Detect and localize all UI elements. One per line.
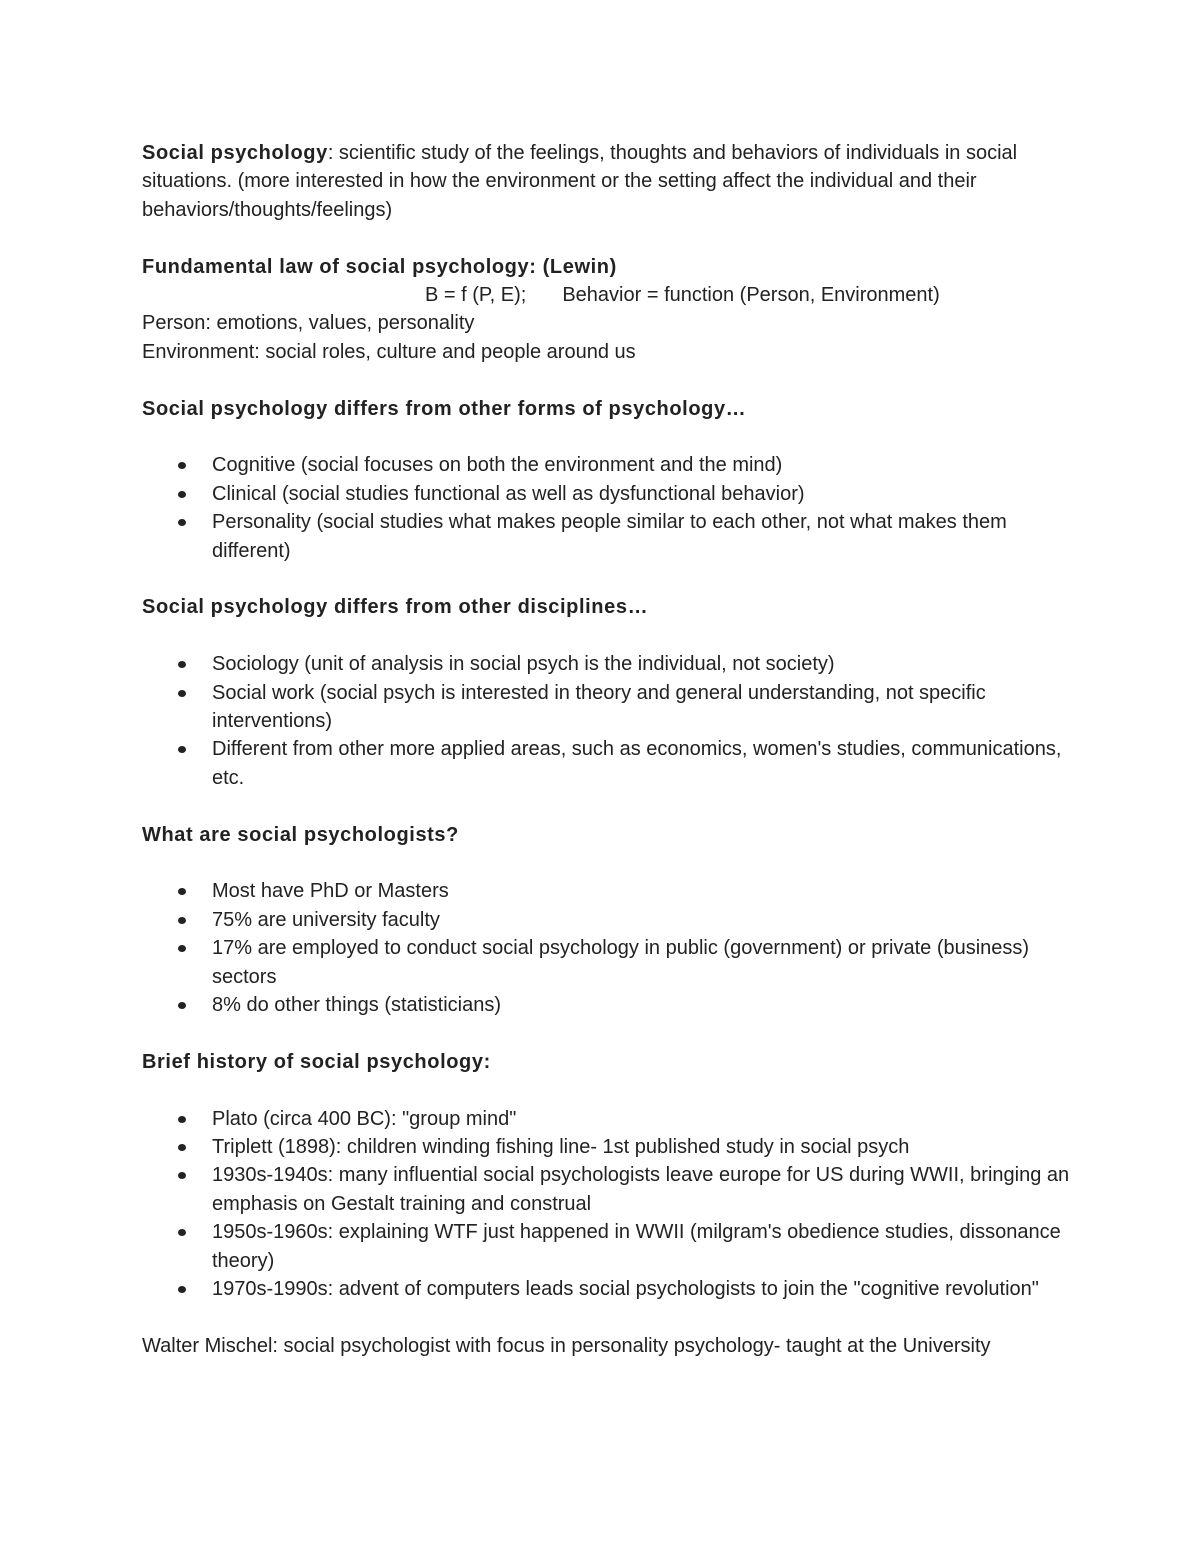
list-item: Most have PhD or Masters xyxy=(142,877,1072,905)
list-item: 8% do other things (statisticians) xyxy=(142,991,1072,1019)
footer-line: Walter Mischel: social psychologist with focus in personality psychology- taught at the University xyxy=(142,1334,991,1357)
list-item: 75% are university faculty xyxy=(142,906,1072,934)
law-formula-expanded: Behavior = function (Person, Environment) xyxy=(562,284,940,307)
list-item: Personality (social studies what makes people similar to each other, not what makes them different) xyxy=(142,508,1072,565)
differs-psych-heading: Social psychology differs from other forms of psychology… xyxy=(142,397,747,420)
list-item: 1930s-1940s: many influential social psychologists leave europe for US during WWII, bringing an emphasis on Gestalt training and construal xyxy=(142,1161,1072,1218)
list-item: 17% are employed to conduct social psychology in public (government) or private (business) sectors xyxy=(142,934,1072,991)
list-item: 1950s-1960s: explaining WTF just happened in WWII (milgram's obedience studies, dissonance theory) xyxy=(142,1218,1072,1275)
intro-paragraph xyxy=(142,139,1072,224)
history-heading: Brief history of social psychology: xyxy=(142,1050,491,1073)
list-item: Triplett (1898): children winding fishing line- 1st published study in social psych xyxy=(142,1133,1072,1161)
law-person: Person: emotions, values, personality xyxy=(142,312,475,335)
intro-term: Social psychology xyxy=(142,142,328,164)
intro-definition: : scientific study of the feelings, thoughts and behaviors of individuals in social situations. (more interested in how the environment or the setting affect the individual and their behaviors/thoughts/feelings) xyxy=(142,142,1018,221)
list-item: 1970s-1990s: advent of computers leads social psychologists to join the "cognitive revolution" xyxy=(142,1275,1072,1303)
document-page xyxy=(142,139,1072,1360)
differs-psych-list xyxy=(142,451,1072,565)
list-item: Different from other more applied areas, such as economics, women's studies, communications, etc. xyxy=(142,735,1072,792)
psychologists-heading: What are social psychologists? xyxy=(142,823,459,846)
differs-disciplines-list xyxy=(142,650,1072,792)
law-formula: B = f (P, E); xyxy=(425,284,527,307)
law-heading: Fundamental law of social psychology: (Lewin) xyxy=(142,255,617,278)
differs-disciplines-heading: Social psychology differs from other disciplines… xyxy=(142,596,649,619)
list-item: Plato (circa 400 BC): "group mind" xyxy=(142,1105,1072,1133)
law-formula-line xyxy=(142,281,1072,309)
history-list xyxy=(142,1105,1072,1304)
law-environment: Environment: social roles, culture and people around us xyxy=(142,340,636,363)
list-item: Cognitive (social focuses on both the environment and the mind) xyxy=(142,451,1072,479)
psychologists-list xyxy=(142,877,1072,1019)
list-item: Social work (social psych is interested in theory and general understanding, not specific interventions) xyxy=(142,679,1072,736)
list-item: Sociology (unit of analysis in social psych is the individual, not society) xyxy=(142,650,1072,678)
list-item: Clinical (social studies functional as well as dysfunctional behavior) xyxy=(142,480,1072,508)
